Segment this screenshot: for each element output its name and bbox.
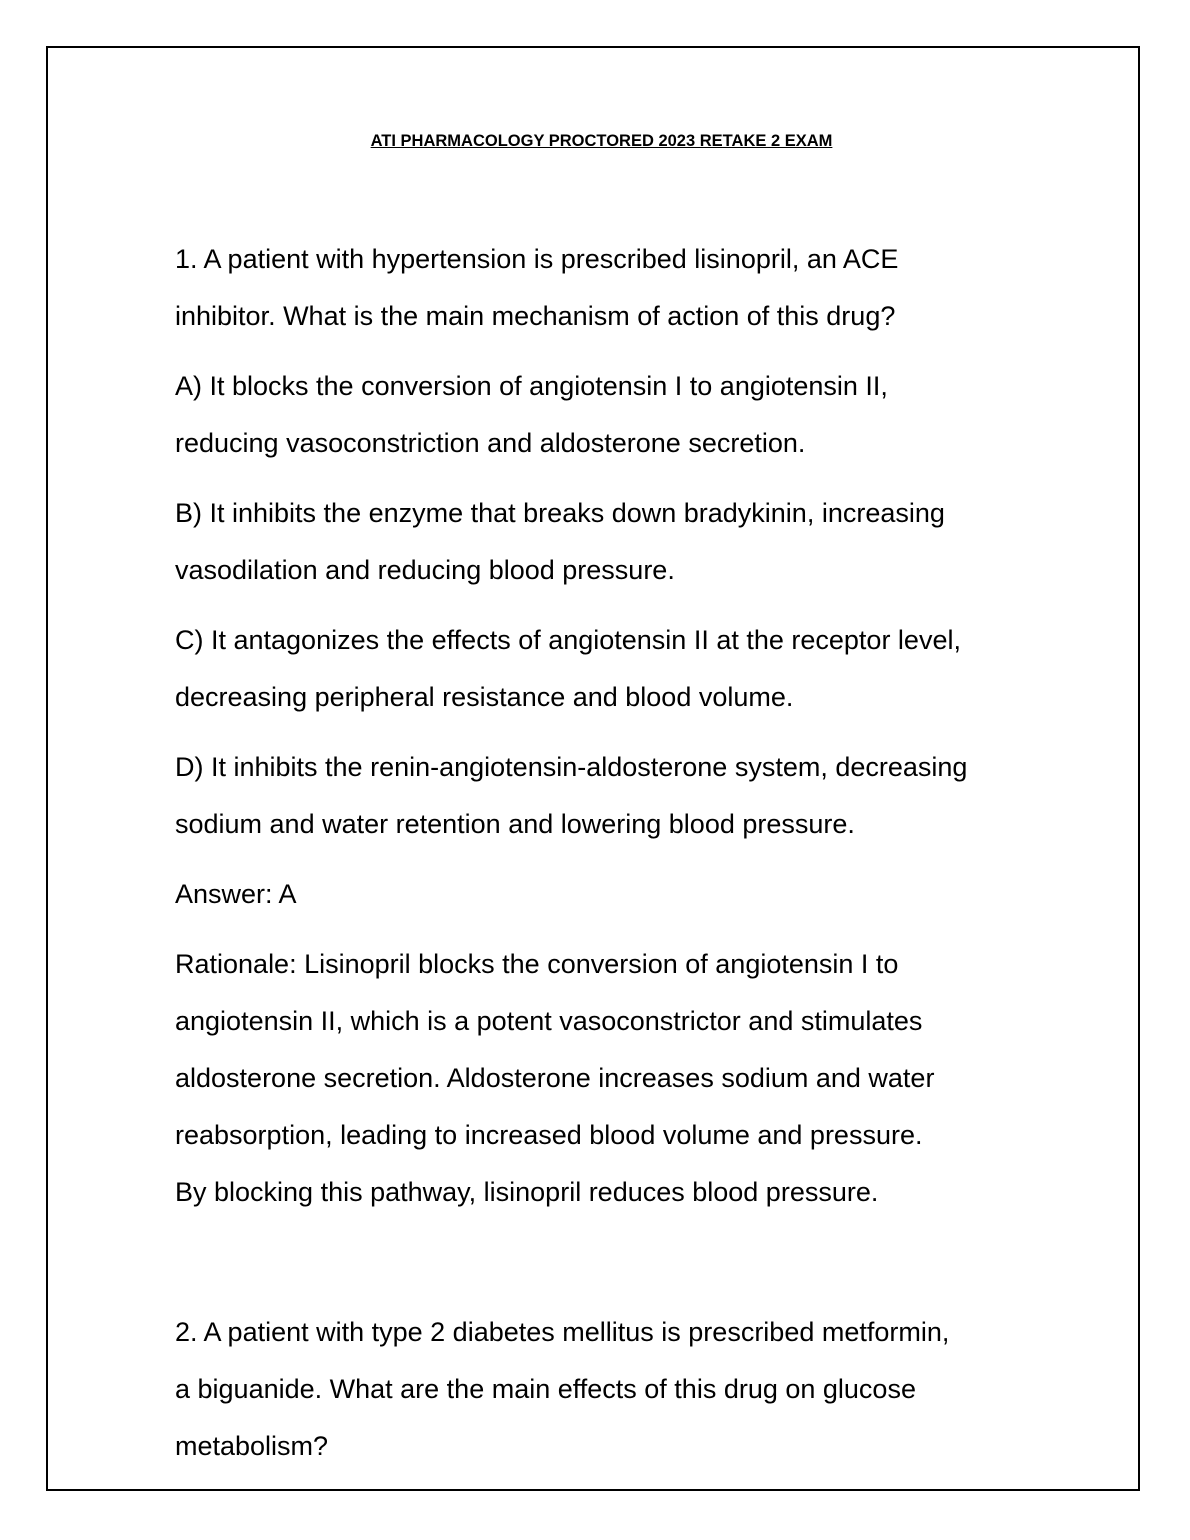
section-spacer [175, 1234, 1045, 1304]
text-line: a biguanide. What are the main effects of this drug on glucose [175, 1374, 916, 1404]
text-line: inhibitor. What is the main mechanism of action of this drug? [175, 301, 896, 331]
question-1-stem [175, 231, 1045, 345]
text-line: vasodilation and reducing blood pressure. [175, 555, 675, 585]
text-line: metabolism? [175, 1431, 329, 1461]
text-line: decreasing peripheral resistance and blood volume. [175, 682, 794, 712]
question-1-option-b [175, 485, 1045, 599]
text-line: Answer: A [175, 879, 297, 909]
text-line: By blocking this pathway, lisinopril reduces blood pressure. [175, 1177, 879, 1207]
document-body [175, 231, 1045, 1488]
question-1-rationale [175, 936, 1045, 1221]
text-line: reducing vasoconstriction and aldosterone secretion. [175, 428, 806, 458]
text-line: angiotensin II, which is a potent vasoconstrictor and stimulates [175, 1006, 923, 1036]
text-line: B) It inhibits the enzyme that breaks down bradykinin, increasing [175, 498, 945, 528]
text-line: sodium and water retention and lowering blood pressure. [175, 809, 855, 839]
question-1-option-c [175, 612, 1045, 726]
text-line: A) It blocks the conversion of angiotensin I to angiotensin II, [175, 371, 888, 401]
text-line: aldosterone secretion. Aldosterone increases sodium and water [175, 1063, 935, 1093]
document-title: ATI PHARMACOLOGY PROCTORED 2023 RETAKE 2 EXAM [370, 132, 833, 150]
question-1-answer [175, 866, 1045, 923]
text-line: C) It antagonizes the effects of angiotensin II at the receptor level, [175, 625, 961, 655]
question-1-option-d [175, 739, 1045, 853]
text-line: D) It inhibits the renin-angiotensin-aldosterone system, decreasing [175, 752, 968, 782]
text-line: Rationale: Lisinopril blocks the conversion of angiotensin I to [175, 949, 899, 979]
text-line: 1. A patient with hypertension is prescribed lisinopril, an ACE [175, 244, 899, 274]
text-line: 2. A patient with type 2 diabetes mellitus is prescribed metformin, [175, 1317, 950, 1347]
text-line: reabsorption, leading to increased blood volume and pressure. [175, 1120, 923, 1150]
question-1-option-a [175, 358, 1045, 472]
question-2-stem [175, 1304, 1045, 1475]
